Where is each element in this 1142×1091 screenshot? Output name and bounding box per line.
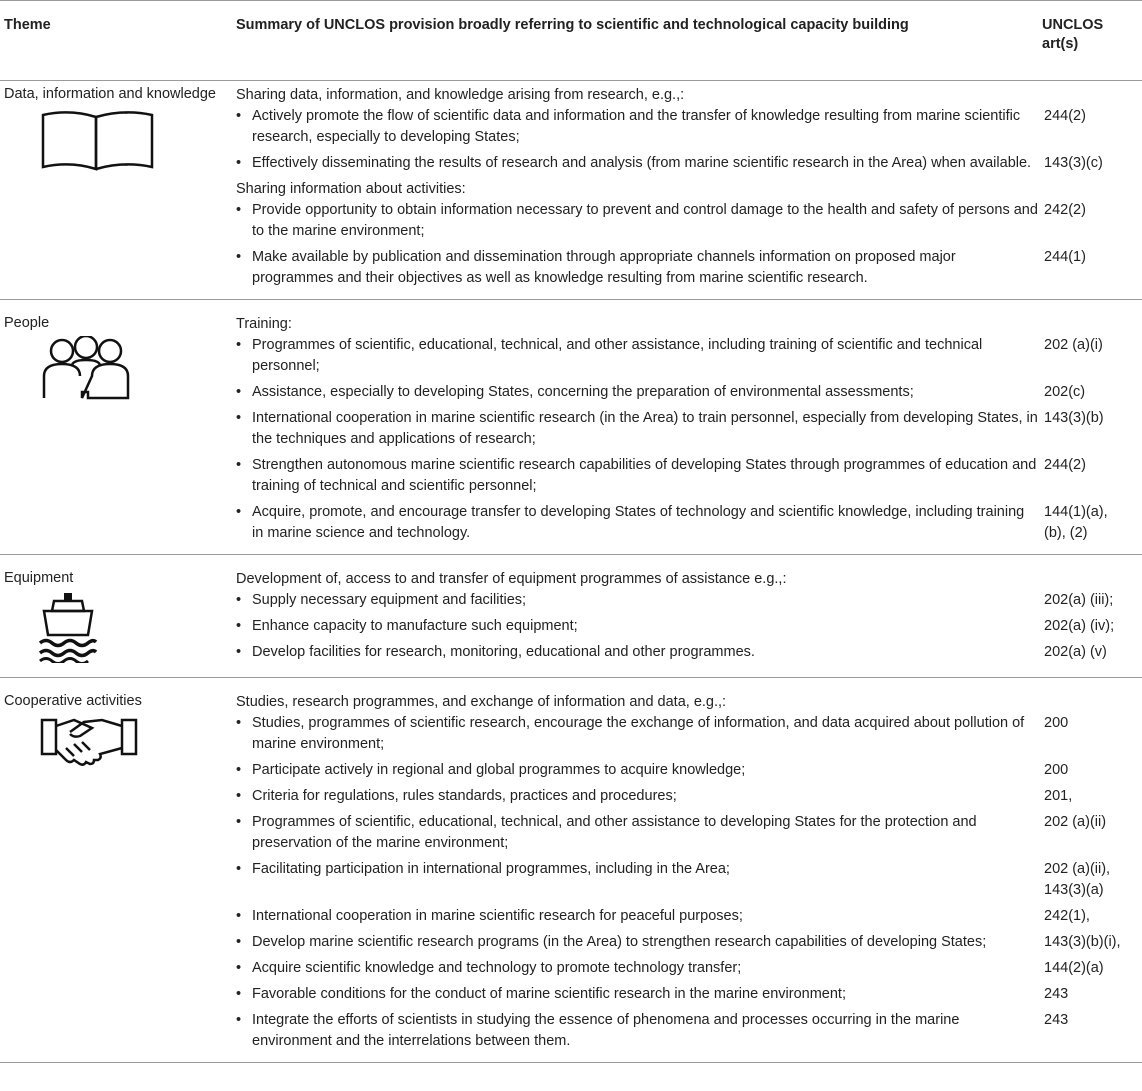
article-ref (1044, 692, 1142, 713)
item-text: International cooperation in marine scientific research (in the Area) to train personnel, especially from developing States, in the techniques and applications of research; (252, 410, 1038, 447)
theme-name: Data, information and knowledge (4, 86, 216, 102)
list-item (236, 247, 1038, 289)
section-3 (0, 555, 1142, 678)
article-ref: 143(3)(b) (1044, 410, 1104, 426)
bullet: • (236, 814, 242, 830)
bullet: • (236, 202, 242, 218)
list-item (236, 760, 1038, 781)
list-item (236, 812, 1038, 854)
bullet: • (236, 986, 242, 1002)
subheading: Sharing information about activities: (236, 181, 466, 197)
bullet: • (236, 788, 242, 804)
list-item (236, 906, 1038, 927)
list-item (236, 335, 1038, 377)
article-ref: 242(1), (1044, 908, 1090, 924)
bullet: • (236, 934, 242, 950)
list-item (236, 932, 1038, 953)
bullet: • (236, 249, 242, 265)
bullet: • (236, 457, 242, 473)
article-ref: 143(3)(c) (1044, 155, 1103, 171)
article-ref: 243 (1044, 986, 1069, 1002)
item-text: Enhance capacity to manufacture such equipment; (252, 618, 578, 634)
list-item (236, 200, 1038, 242)
arts-cell (1044, 692, 1142, 1052)
article-ref: 202(c) (1044, 384, 1086, 400)
bullet: • (236, 384, 242, 400)
article-ref (1044, 569, 1142, 590)
item-text: Facilitating participation in international programmes, including in the Area; (252, 861, 730, 877)
summary-cell (233, 569, 1044, 667)
section-1 (0, 81, 1142, 300)
summary-cell (233, 314, 1044, 544)
open-book-icon (40, 107, 233, 175)
item-text: Favorable conditions for the conduct of marine scientific research in the marine environment; (252, 986, 846, 1002)
list-item (236, 1010, 1038, 1052)
bullet: • (236, 908, 242, 924)
summary-cell (233, 85, 1044, 289)
ship-icon (38, 591, 233, 667)
theme-name: Cooperative activities (4, 693, 142, 709)
list-item (236, 106, 1038, 148)
table-body (0, 81, 1142, 1063)
article-ref: 244(2) (1044, 108, 1086, 124)
section-4 (0, 678, 1142, 1063)
subheading: Training: (236, 316, 292, 332)
theme-name: Equipment (4, 570, 74, 586)
bullet: • (236, 410, 242, 426)
item-text: Develop marine scientific research programs (in the Area) to strengthen research capabilities of developing States; (252, 934, 987, 950)
subheading: Studies, research programmes, and exchange of information and data, e.g.,: (236, 694, 727, 710)
theme-cell (0, 569, 233, 667)
list-item (236, 153, 1038, 174)
article-ref (1044, 85, 1142, 106)
item-text: Provide opportunity to obtain information necessary to prevent and control damage to the health and safety of persons and to the marine environment; (252, 202, 1038, 239)
list-item (236, 984, 1038, 1005)
bullet: • (236, 1012, 242, 1028)
article-ref: 244(2) (1044, 457, 1086, 473)
bullet: • (236, 108, 242, 124)
article-ref: 202(a) (iii); (1044, 592, 1114, 608)
item-text: Integrate the efforts of scientists in studying the essence of phenomena and processes occurring in the marine environment and the interrelations between them. (252, 1012, 960, 1049)
bullet: • (236, 337, 242, 353)
article-ref: 202 (a)(ii), 143(3)(a) (1044, 861, 1111, 898)
item-text: Acquire scientific knowledge and technology to promote technology transfer; (252, 960, 742, 976)
article-ref: 201, (1044, 788, 1073, 804)
item-text: Strengthen autonomous marine scientific research capabilities of developing States through programmes of education and training of technical and scientific personnel; (252, 457, 1037, 494)
list-item (236, 590, 1038, 611)
bullet: • (236, 592, 242, 608)
list-item (236, 859, 1038, 901)
bullet: • (236, 960, 242, 976)
item-text: Effectively disseminating the results of research and analysis (from marine scientific research in the Area) when available. (252, 155, 1032, 171)
article-ref: 242(2) (1044, 202, 1086, 218)
list-item (236, 502, 1038, 544)
article-ref: 200 (1044, 762, 1069, 778)
list-item (236, 713, 1038, 755)
bullet: • (236, 762, 242, 778)
list-item (236, 958, 1038, 979)
item-text: Assistance, especially to developing States, concerning the preparation of environmental assessments; (252, 384, 914, 400)
article-ref: 144(2)(a) (1044, 960, 1104, 976)
theme-name: People (4, 315, 50, 331)
article-ref: 143(3)(b)(i), (1044, 934, 1121, 950)
article-ref (1044, 314, 1142, 335)
arts-cell (1044, 85, 1142, 289)
handshake-icon (40, 714, 233, 772)
bullet: • (236, 504, 242, 520)
item-text: Programmes of scientific, educational, technical, and other assistance, including training of scientific and technical personnel; (252, 337, 983, 374)
item-text: Make available by publication and dissemination through appropriate channels information on proposed major programmes and their objectives as well as knowledge resulting from marine scientific research. (252, 249, 956, 286)
theme-cell (0, 85, 233, 289)
list-item (236, 642, 1038, 663)
theme-cell (0, 692, 233, 1052)
list-item (236, 408, 1038, 450)
section-2 (0, 300, 1142, 555)
article-ref: 202 (a)(i) (1044, 337, 1103, 353)
item-text: Develop facilities for research, monitoring, educational and other programmes. (252, 644, 755, 660)
header-summary: Summary of UNCLOS provision broadly referring to scientific and technological capacity building (236, 17, 909, 33)
article-ref: 200 (1044, 715, 1069, 731)
list-item (236, 455, 1038, 497)
article-ref: 243 (1044, 1012, 1069, 1028)
item-text: Acquire, promote, and encourage transfer to developing States of technology and scientific knowledge, including training in marine science and technology. (252, 504, 1025, 541)
header-arts: UNCLOS art(s) (1042, 17, 1104, 52)
summary-cell (233, 692, 1044, 1052)
article-ref: 202(a) (v) (1044, 644, 1107, 660)
bullet: • (236, 618, 242, 634)
article-ref: 244(1) (1044, 249, 1086, 265)
theme-cell (0, 314, 233, 544)
arts-cell (1044, 569, 1142, 667)
list-item (236, 786, 1038, 807)
item-text: International cooperation in marine scientific research for peaceful purposes; (252, 908, 743, 924)
bullet: • (236, 155, 242, 171)
item-text: Supply necessary equipment and facilities; (252, 592, 527, 608)
item-text: Studies, programmes of scientific research, encourage the exchange of information, and data acquired about pollution of marine environment; (252, 715, 1025, 752)
article-ref: 202(a) (iv); (1044, 618, 1115, 634)
bullet: • (236, 861, 242, 877)
item-text: Participate actively in regional and global programmes to acquire knowledge; (252, 762, 746, 778)
header-theme: Theme (4, 17, 51, 33)
bullet: • (236, 715, 242, 731)
item-text: Actively promote the flow of scientific data and information and the transfer of knowledge resulting from marine scientific research, especially to developing States; (252, 108, 1021, 145)
subheading: Development of, access to and transfer of equipment programmes of assistance e.g.,: (236, 571, 787, 587)
people-icon (42, 336, 233, 404)
subheading: Sharing data, information, and knowledge arising from research, e.g.,: (236, 87, 685, 103)
list-item (236, 382, 1038, 403)
article-ref: 202 (a)(ii) (1044, 814, 1107, 830)
item-text: Programmes of scientific, educational, technical, and other assistance to developing States for the protection and preservation of the marine environment; (252, 814, 977, 851)
bullet: • (236, 644, 242, 660)
list-item (236, 616, 1038, 637)
article-ref: 144(1)(a), (b), (2) (1044, 504, 1108, 541)
arts-cell (1044, 314, 1142, 544)
table-header (0, 1, 1142, 81)
article-ref (1044, 179, 1142, 200)
item-text: Criteria for regulations, rules standards, practices and procedures; (252, 788, 677, 804)
